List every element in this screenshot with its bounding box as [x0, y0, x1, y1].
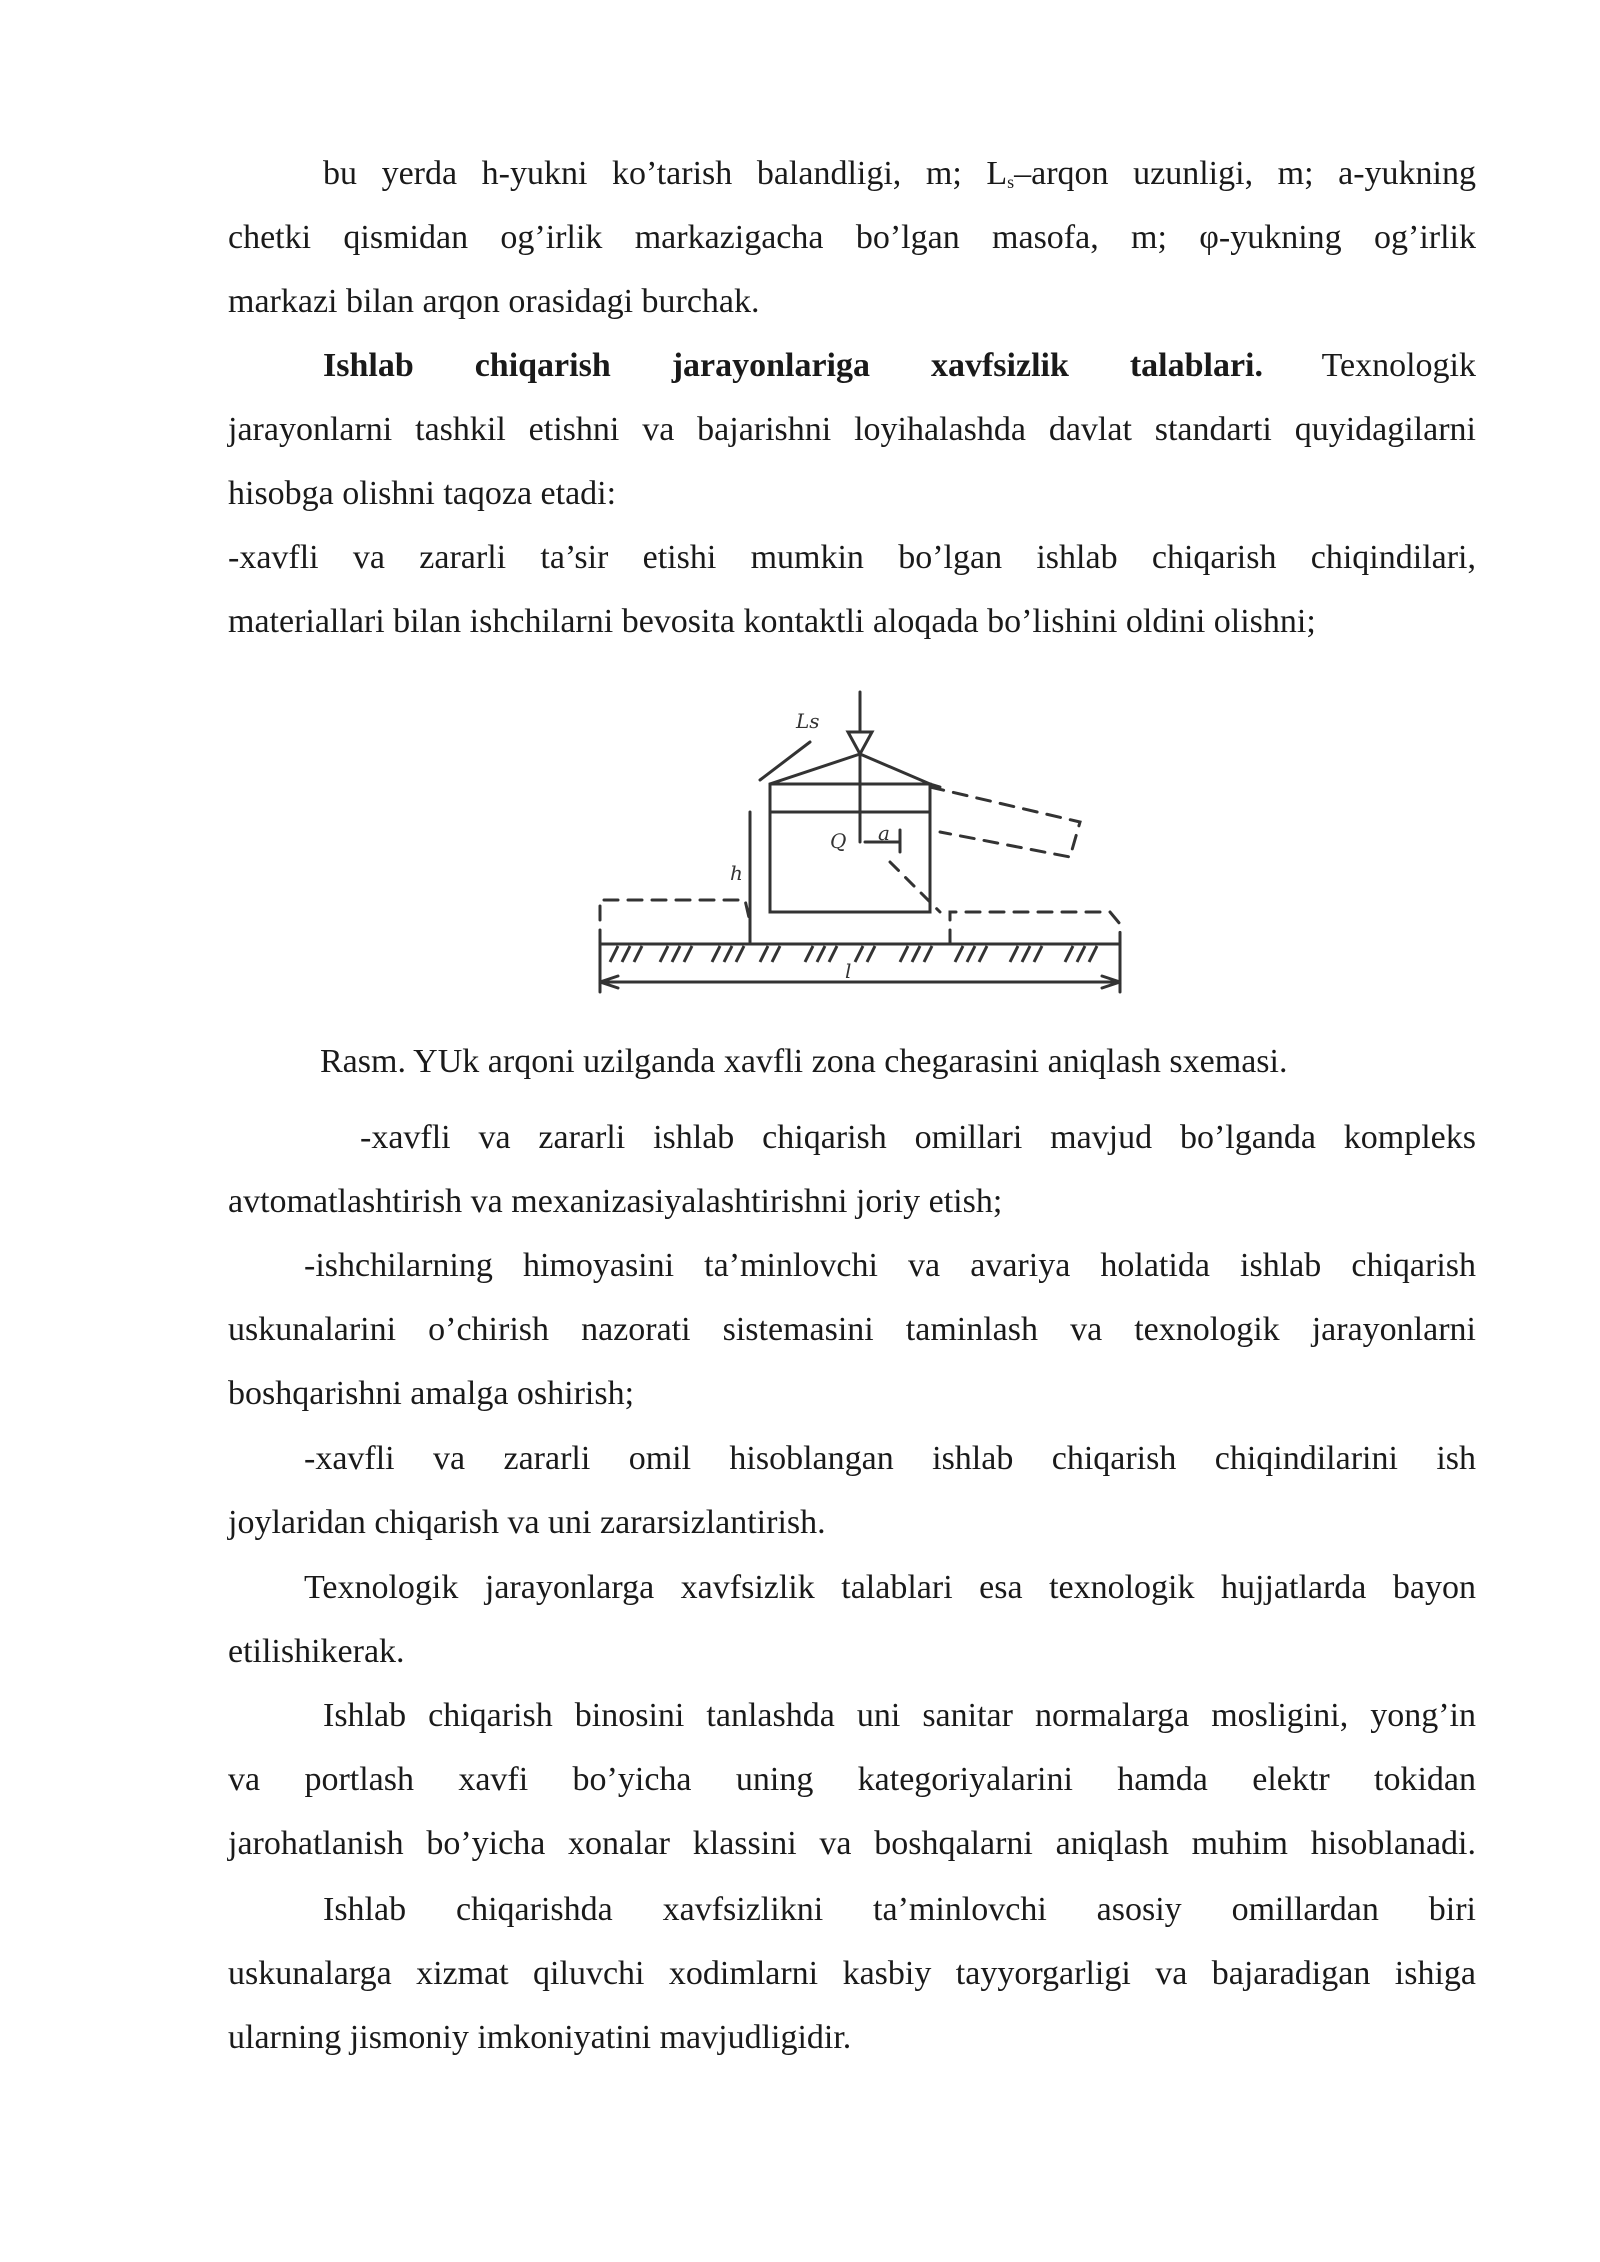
text-line: -xavfli va zararli omil hisoblangan ishlab chiqarish chiqindilarini ish — [304, 1440, 1476, 1477]
text-line: uskunalarini o’chirish nazorati sistemasini taminlash va texnologik jarayonlarni — [228, 1311, 1476, 1348]
text-line: -ishchilarning himoyasini ta’minlovchi va avariya holatida ishlab chiqarish — [304, 1247, 1476, 1284]
text-line: Ishlab chiqarishda xavfsizlikni ta’minlovchi asosiy omillardan biri — [323, 1891, 1476, 1928]
text-line: hisobga olishni taqoza etadi: — [228, 475, 617, 512]
figure-caption: Rasm. YUk arqoni uzilganda xavfli zona chegarasini aniqlash sxemasi. — [320, 1043, 1288, 1080]
text-line — [323, 344, 1476, 388]
text-span: bu yerda h-yukni ko’tarish balandligi, m; L — [323, 155, 1008, 192]
text-line: materiallari bilan ishchilarni bevosita kontaktli aloqada bo’lishini oldini olishni; — [228, 603, 1316, 640]
text-line: boshqarishni amalga oshirish; — [228, 1375, 635, 1412]
text-line: uskunalarga xizmat qiluvchi xodimlarni kasbiy tayyorgarligi va bajaradigan ishiga — [228, 1955, 1476, 1992]
text-span: –arqon uzunligi, m; a-yukning — [1014, 155, 1476, 192]
text-line: -xavfli va zararli ishlab chiqarish omillari mavjud bo’lganda kompleks — [360, 1119, 1476, 1156]
label-q: Q — [830, 829, 847, 853]
text-line: jarayonlarni tashkil etishni va bajarishni loyihalashda davlat standarti quyidagilarni — [228, 411, 1476, 448]
text-line: ularning jismoniy imkoniyatini mavjudligidir. — [228, 2019, 852, 2056]
label-a: a — [878, 821, 890, 845]
text-line — [323, 152, 1476, 196]
text-line: va portlash xavfi bo’yicha uning kategoriyalarini hamda elektr tokidan — [228, 1761, 1476, 1798]
text-line: avtomatlashtirish va mexanizasiyalashtirishni joriy etish; — [228, 1183, 1003, 1220]
text-line: jarohatlanish bo’yicha xonalar klassini va boshqalarni aniqlash muhim hisoblanadi. — [228, 1825, 1476, 1862]
text-line: chetki qismidan og’irlik markazigacha bo’lgan masofa, m; φ-yukning og’irlik — [228, 219, 1476, 256]
text-line: etilishikerak. — [228, 1633, 405, 1670]
text-line: Ishlab chiqarish binosini tanlashda uni sanitar normalarga mosligini, yong’in — [323, 1697, 1476, 1734]
text-line: Texnologik jarayonlarga xavfsizlik talablari esa texnologik hujjatlarda bayon — [304, 1569, 1476, 1606]
text-line: joylaridan chiqarish va uni zararsizlantirish. — [228, 1504, 826, 1541]
section-heading: Ishlab chiqarish jarayonlariga xavfsizlik talablari. — [323, 347, 1263, 384]
label-h: h — [730, 861, 743, 885]
hazard-zone-diagram — [560, 662, 1160, 1012]
text-line: -xavfli va zararli ta’sir etishi mumkin bo’lgan ishlab chiqarish chiqindilari, — [228, 539, 1476, 576]
subscript: s — [1007, 172, 1015, 192]
text-span: Texnologik — [1321, 347, 1476, 384]
label-ls: Ls — [796, 709, 820, 733]
label-l: l — [845, 959, 852, 983]
text-line: markazi bilan arqon orasidagi burchak. — [228, 283, 760, 320]
